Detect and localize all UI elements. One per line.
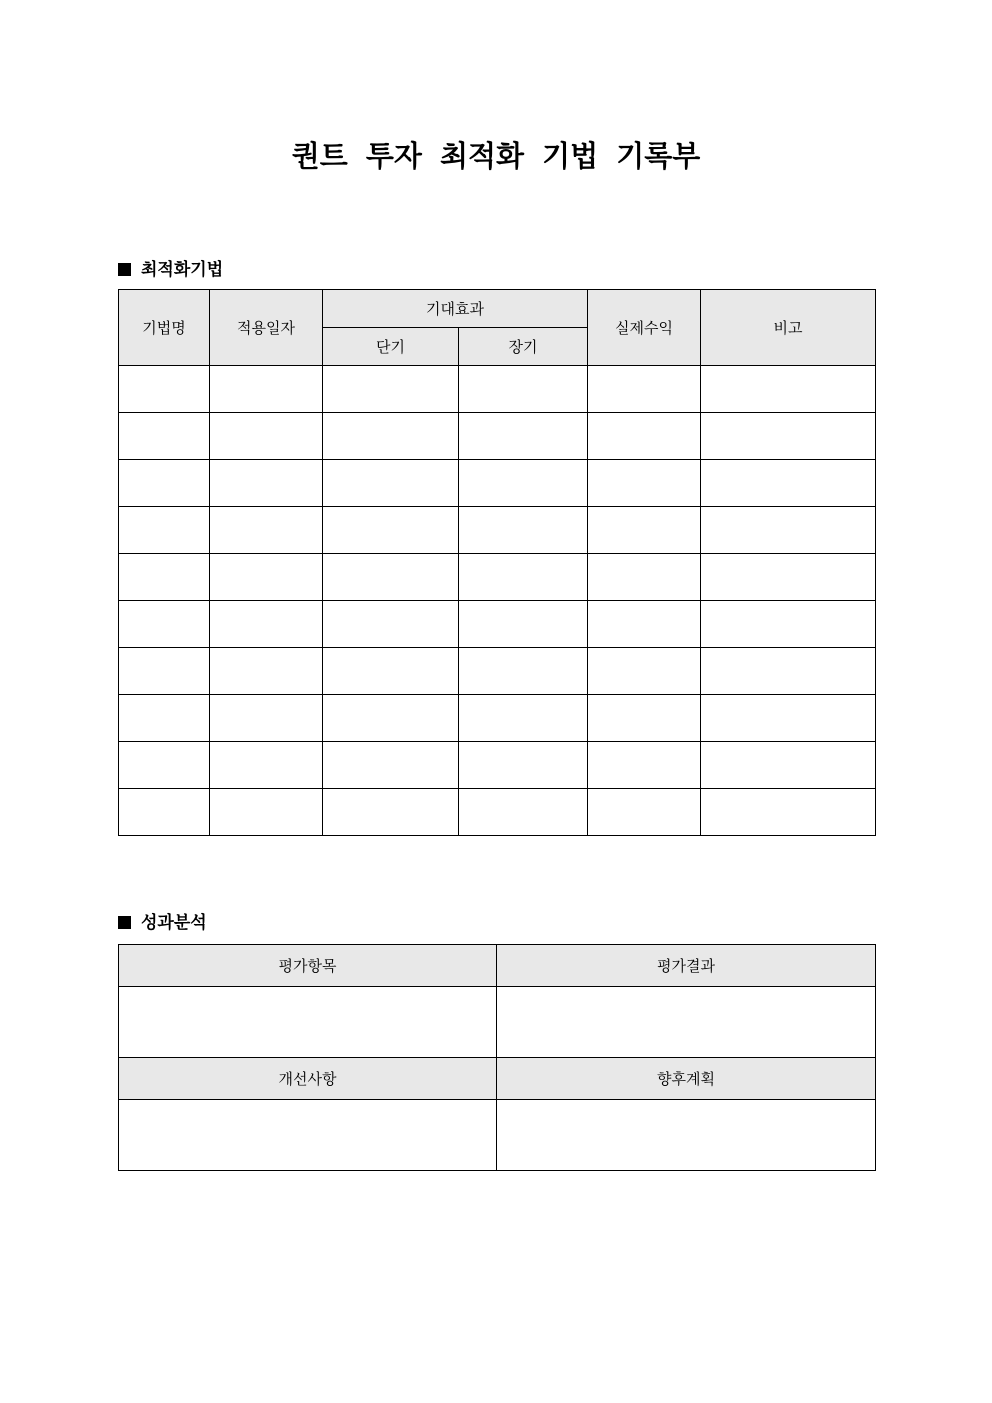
future-plan-cell[interactable] (497, 1100, 876, 1171)
table-row (119, 507, 876, 554)
section-heading-optimization (118, 255, 223, 280)
table-row (119, 789, 876, 836)
header-long: 장기 (459, 328, 588, 366)
cell-actual[interactable] (588, 742, 701, 789)
cell-long[interactable] (459, 460, 588, 507)
cell-long[interactable] (459, 695, 588, 742)
header-eval-result: 평가결과 (497, 945, 876, 987)
cell-name[interactable] (119, 648, 210, 695)
table-row (119, 695, 876, 742)
cell-short[interactable] (323, 789, 459, 836)
cell-long[interactable] (459, 366, 588, 413)
cell-date[interactable] (210, 460, 323, 507)
table-row (119, 554, 876, 601)
table-row (119, 648, 876, 695)
cell-name[interactable] (119, 789, 210, 836)
cell-date[interactable] (210, 554, 323, 601)
page-title: 퀀트 투자 최적화 기법 기록부 (291, 139, 701, 173)
header-improvements: 개선사항 (119, 1058, 497, 1100)
cell-note[interactable] (701, 648, 876, 695)
eval-item-cell[interactable] (119, 987, 497, 1058)
cell-date[interactable] (210, 601, 323, 648)
analysis-table (118, 944, 876, 1171)
cell-note[interactable] (701, 460, 876, 507)
cell-date[interactable] (210, 366, 323, 413)
cell-actual[interactable] (588, 601, 701, 648)
table-row (119, 366, 876, 413)
cell-actual[interactable] (588, 507, 701, 554)
cell-actual[interactable] (588, 413, 701, 460)
cell-actual[interactable] (588, 648, 701, 695)
table-row (119, 742, 876, 789)
header-name: 기법명 (119, 290, 210, 366)
header-eval-item: 평가항목 (119, 945, 497, 987)
cell-short[interactable] (323, 601, 459, 648)
header-date: 적용일자 (210, 290, 323, 366)
square-bullet-icon (118, 263, 131, 276)
cell-short[interactable] (323, 413, 459, 460)
table-row (119, 601, 876, 648)
header-actual: 실제수익 (588, 290, 701, 366)
optimization-table (118, 289, 876, 836)
cell-note[interactable] (701, 366, 876, 413)
cell-name[interactable] (119, 366, 210, 413)
square-bullet-icon (118, 916, 131, 929)
cell-short[interactable] (323, 507, 459, 554)
cell-long[interactable] (459, 601, 588, 648)
header-short: 단기 (323, 328, 459, 366)
cell-actual[interactable] (588, 695, 701, 742)
cell-short[interactable] (323, 554, 459, 601)
cell-name[interactable] (119, 460, 210, 507)
cell-note[interactable] (701, 554, 876, 601)
eval-result-cell[interactable] (497, 987, 876, 1058)
cell-long[interactable] (459, 554, 588, 601)
improvements-cell[interactable] (119, 1100, 497, 1171)
cell-short[interactable] (323, 366, 459, 413)
cell-note[interactable] (701, 742, 876, 789)
cell-long[interactable] (459, 413, 588, 460)
cell-date[interactable] (210, 695, 323, 742)
cell-date[interactable] (210, 413, 323, 460)
cell-long[interactable] (459, 507, 588, 554)
cell-name[interactable] (119, 507, 210, 554)
section-heading-analysis (118, 908, 207, 933)
cell-date[interactable] (210, 742, 323, 789)
cell-actual[interactable] (588, 366, 701, 413)
cell-note[interactable] (701, 789, 876, 836)
cell-long[interactable] (459, 742, 588, 789)
cell-note[interactable] (701, 413, 876, 460)
cell-note[interactable] (701, 601, 876, 648)
header-future-plan: 향후계획 (497, 1058, 876, 1100)
cell-short[interactable] (323, 742, 459, 789)
header-expected: 기대효과 (323, 290, 588, 328)
section-heading-text: 최적화기법 (141, 260, 224, 280)
cell-name[interactable] (119, 413, 210, 460)
cell-name[interactable] (119, 554, 210, 601)
cell-actual[interactable] (588, 789, 701, 836)
table-row (119, 413, 876, 460)
cell-note[interactable] (701, 695, 876, 742)
cell-name[interactable] (119, 695, 210, 742)
cell-short[interactable] (323, 648, 459, 695)
cell-short[interactable] (323, 460, 459, 507)
cell-date[interactable] (210, 789, 323, 836)
cell-note[interactable] (701, 507, 876, 554)
table-row (119, 460, 876, 507)
cell-actual[interactable] (588, 554, 701, 601)
cell-name[interactable] (119, 601, 210, 648)
header-note: 비고 (701, 290, 876, 366)
section-heading-text: 성과분석 (141, 913, 207, 933)
cell-date[interactable] (210, 507, 323, 554)
cell-short[interactable] (323, 695, 459, 742)
cell-date[interactable] (210, 648, 323, 695)
cell-long[interactable] (459, 648, 588, 695)
cell-actual[interactable] (588, 460, 701, 507)
cell-name[interactable] (119, 742, 210, 789)
cell-long[interactable] (459, 789, 588, 836)
